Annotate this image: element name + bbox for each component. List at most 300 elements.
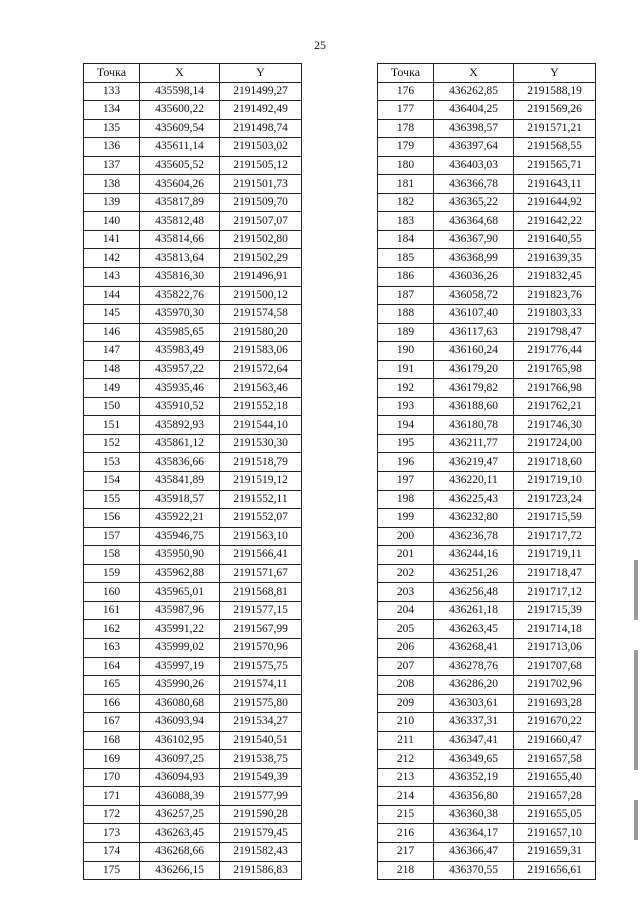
point-cell: 158 bbox=[84, 546, 140, 565]
scan-edge-mark bbox=[634, 650, 638, 770]
table-row bbox=[84, 416, 302, 435]
y-cell: 2191657,10 bbox=[514, 824, 596, 843]
y-cell: 2191655,05 bbox=[514, 805, 596, 824]
point-cell: 143 bbox=[84, 268, 140, 287]
point-cell: 139 bbox=[84, 193, 140, 212]
table-row bbox=[378, 434, 596, 453]
point-cell: 182 bbox=[378, 193, 434, 212]
table-row bbox=[378, 82, 596, 101]
x-cell: 436160,24 bbox=[434, 342, 514, 361]
x-cell: 436102,95 bbox=[140, 731, 220, 750]
y-cell: 2191552,07 bbox=[220, 509, 302, 528]
x-cell: 436232,80 bbox=[434, 509, 514, 528]
x-cell: 436337,31 bbox=[434, 713, 514, 732]
y-cell: 2191540,51 bbox=[220, 731, 302, 750]
table-row bbox=[378, 101, 596, 120]
table-row bbox=[84, 601, 302, 620]
table-row bbox=[378, 527, 596, 546]
point-cell: 199 bbox=[378, 509, 434, 528]
table-row bbox=[84, 175, 302, 194]
y-cell: 2191719,11 bbox=[514, 546, 596, 565]
point-cell: 140 bbox=[84, 212, 140, 231]
x-cell: 435609,54 bbox=[140, 119, 220, 138]
x-cell: 435611,14 bbox=[140, 138, 220, 157]
point-cell: 170 bbox=[84, 768, 140, 787]
table-row bbox=[378, 805, 596, 824]
point-cell: 183 bbox=[378, 212, 434, 231]
point-cell: 163 bbox=[84, 638, 140, 657]
y-cell: 2191657,28 bbox=[514, 787, 596, 806]
point-cell: 211 bbox=[378, 731, 434, 750]
table-row bbox=[378, 713, 596, 732]
point-cell: 215 bbox=[378, 805, 434, 824]
x-cell: 435922,21 bbox=[140, 509, 220, 528]
y-cell: 2191563,46 bbox=[220, 379, 302, 398]
table-row bbox=[84, 638, 302, 657]
point-cell: 146 bbox=[84, 323, 140, 342]
point-cell: 202 bbox=[378, 564, 434, 583]
x-cell: 436352,19 bbox=[434, 768, 514, 787]
y-cell: 2191719,10 bbox=[514, 472, 596, 491]
table-row bbox=[84, 842, 302, 861]
x-cell: 436117,63 bbox=[434, 323, 514, 342]
table-row bbox=[84, 713, 302, 732]
y-cell: 2191579,45 bbox=[220, 824, 302, 843]
table-row bbox=[378, 564, 596, 583]
header-y: Y bbox=[220, 64, 302, 83]
x-cell: 436367,90 bbox=[434, 230, 514, 249]
x-cell: 435861,12 bbox=[140, 434, 220, 453]
table-row bbox=[378, 731, 596, 750]
table-row bbox=[378, 824, 596, 843]
table-row bbox=[378, 472, 596, 491]
table-row bbox=[378, 379, 596, 398]
point-cell: 136 bbox=[84, 138, 140, 157]
point-cell: 168 bbox=[84, 731, 140, 750]
point-cell: 218 bbox=[378, 861, 434, 880]
point-cell: 206 bbox=[378, 638, 434, 657]
y-cell: 2191568,55 bbox=[514, 138, 596, 157]
x-cell: 435962,88 bbox=[140, 564, 220, 583]
header-point: Точка bbox=[84, 64, 140, 83]
point-cell: 196 bbox=[378, 453, 434, 472]
y-cell: 2191570,96 bbox=[220, 638, 302, 657]
y-cell: 2191660,47 bbox=[514, 731, 596, 750]
x-cell: 436262,85 bbox=[434, 82, 514, 101]
table-row bbox=[84, 824, 302, 843]
point-cell: 207 bbox=[378, 657, 434, 676]
x-cell: 436403,03 bbox=[434, 156, 514, 175]
table-row bbox=[378, 490, 596, 509]
y-cell: 2191580,20 bbox=[220, 323, 302, 342]
point-cell: 152 bbox=[84, 434, 140, 453]
table-row bbox=[378, 583, 596, 602]
x-cell: 435918,57 bbox=[140, 490, 220, 509]
point-cell: 214 bbox=[378, 787, 434, 806]
point-cell: 134 bbox=[84, 101, 140, 120]
x-cell: 436360,38 bbox=[434, 805, 514, 824]
coordinates-table-left bbox=[83, 63, 302, 880]
y-cell: 2191507,07 bbox=[220, 212, 302, 231]
table-row bbox=[378, 342, 596, 361]
table-row bbox=[378, 676, 596, 695]
y-cell: 2191713,06 bbox=[514, 638, 596, 657]
x-cell: 436347,41 bbox=[434, 731, 514, 750]
table-row bbox=[378, 453, 596, 472]
point-cell: 154 bbox=[84, 472, 140, 491]
point-cell: 147 bbox=[84, 342, 140, 361]
y-cell: 2191776,44 bbox=[514, 342, 596, 361]
x-cell: 435600,22 bbox=[140, 101, 220, 120]
table-row bbox=[84, 230, 302, 249]
table-row bbox=[378, 230, 596, 249]
y-cell: 2191568,81 bbox=[220, 583, 302, 602]
table-row bbox=[84, 509, 302, 528]
x-cell: 436364,68 bbox=[434, 212, 514, 231]
y-cell: 2191563,10 bbox=[220, 527, 302, 546]
x-cell: 436268,66 bbox=[140, 842, 220, 861]
x-cell: 435991,22 bbox=[140, 620, 220, 639]
point-cell: 177 bbox=[378, 101, 434, 120]
y-cell: 2191643,11 bbox=[514, 175, 596, 194]
x-cell: 436365,22 bbox=[434, 193, 514, 212]
point-cell: 151 bbox=[84, 416, 140, 435]
table-row bbox=[84, 305, 302, 324]
point-cell: 188 bbox=[378, 305, 434, 324]
table-row bbox=[378, 175, 596, 194]
table-row bbox=[378, 323, 596, 342]
table-row bbox=[84, 453, 302, 472]
y-cell: 2191544,10 bbox=[220, 416, 302, 435]
table-row bbox=[84, 583, 302, 602]
table-row bbox=[378, 750, 596, 769]
point-cell: 160 bbox=[84, 583, 140, 602]
table-row bbox=[84, 472, 302, 491]
y-cell: 2191505,12 bbox=[220, 156, 302, 175]
y-cell: 2191723,24 bbox=[514, 490, 596, 509]
point-cell: 191 bbox=[378, 360, 434, 379]
x-cell: 436366,47 bbox=[434, 842, 514, 861]
point-cell: 187 bbox=[378, 286, 434, 305]
y-cell: 2191574,11 bbox=[220, 676, 302, 695]
table-row bbox=[378, 193, 596, 212]
table-row bbox=[378, 601, 596, 620]
y-cell: 2191574,58 bbox=[220, 305, 302, 324]
x-cell: 436286,20 bbox=[434, 676, 514, 695]
point-cell: 209 bbox=[378, 694, 434, 713]
y-cell: 2191707,68 bbox=[514, 657, 596, 676]
table-row bbox=[84, 360, 302, 379]
y-cell: 2191588,19 bbox=[514, 82, 596, 101]
point-cell: 156 bbox=[84, 509, 140, 528]
y-cell: 2191518,79 bbox=[220, 453, 302, 472]
x-cell: 435983,49 bbox=[140, 342, 220, 361]
table-row bbox=[84, 82, 302, 101]
y-cell: 2191552,11 bbox=[220, 490, 302, 509]
point-cell: 194 bbox=[378, 416, 434, 435]
table-row bbox=[84, 805, 302, 824]
table-row bbox=[378, 620, 596, 639]
x-cell: 436368,99 bbox=[434, 249, 514, 268]
point-cell: 135 bbox=[84, 119, 140, 138]
y-cell: 2191552,18 bbox=[220, 397, 302, 416]
table-row bbox=[84, 193, 302, 212]
point-cell: 157 bbox=[84, 527, 140, 546]
y-cell: 2191762,21 bbox=[514, 397, 596, 416]
table-row bbox=[378, 509, 596, 528]
y-cell: 2191575,80 bbox=[220, 694, 302, 713]
header-x: X bbox=[434, 64, 514, 83]
x-cell: 436303,61 bbox=[434, 694, 514, 713]
table-row bbox=[84, 342, 302, 361]
table-row bbox=[378, 861, 596, 880]
y-cell: 2191496,91 bbox=[220, 268, 302, 287]
x-cell: 435814,66 bbox=[140, 230, 220, 249]
point-cell: 167 bbox=[84, 713, 140, 732]
x-cell: 436268,41 bbox=[434, 638, 514, 657]
x-cell: 436088,39 bbox=[140, 787, 220, 806]
header-y: Y bbox=[514, 64, 596, 83]
y-cell: 2191715,39 bbox=[514, 601, 596, 620]
y-cell: 2191566,41 bbox=[220, 546, 302, 565]
x-cell: 436097,25 bbox=[140, 750, 220, 769]
x-cell: 435892,93 bbox=[140, 416, 220, 435]
y-cell: 2191765,98 bbox=[514, 360, 596, 379]
x-cell: 436211,77 bbox=[434, 434, 514, 453]
point-cell: 184 bbox=[378, 230, 434, 249]
table-row bbox=[378, 694, 596, 713]
y-cell: 2191503,02 bbox=[220, 138, 302, 157]
x-cell: 436179,20 bbox=[434, 360, 514, 379]
table-row bbox=[378, 842, 596, 861]
y-cell: 2191502,29 bbox=[220, 249, 302, 268]
point-cell: 179 bbox=[378, 138, 434, 157]
x-cell: 436058,72 bbox=[434, 286, 514, 305]
page-number: 25 bbox=[314, 38, 326, 52]
point-cell: 195 bbox=[378, 434, 434, 453]
point-cell: 145 bbox=[84, 305, 140, 324]
point-cell: 210 bbox=[378, 713, 434, 732]
x-cell: 435816,30 bbox=[140, 268, 220, 287]
y-cell: 2191571,67 bbox=[220, 564, 302, 583]
x-cell: 436263,45 bbox=[140, 824, 220, 843]
table-row bbox=[84, 212, 302, 231]
y-cell: 2191718,47 bbox=[514, 564, 596, 583]
y-cell: 2191656,61 bbox=[514, 861, 596, 880]
table-row bbox=[84, 527, 302, 546]
y-cell: 2191499,27 bbox=[220, 82, 302, 101]
x-cell: 435935,46 bbox=[140, 379, 220, 398]
scan-edge-mark bbox=[634, 560, 638, 620]
table-row bbox=[378, 638, 596, 657]
y-cell: 2191670,22 bbox=[514, 713, 596, 732]
point-cell: 178 bbox=[378, 119, 434, 138]
point-cell: 159 bbox=[84, 564, 140, 583]
table-header-row bbox=[84, 64, 302, 83]
table-row bbox=[84, 119, 302, 138]
x-cell: 435985,65 bbox=[140, 323, 220, 342]
table-row bbox=[84, 397, 302, 416]
point-cell: 198 bbox=[378, 490, 434, 509]
table-row bbox=[378, 657, 596, 676]
table-row bbox=[84, 490, 302, 509]
y-cell: 2191798,47 bbox=[514, 323, 596, 342]
point-cell: 137 bbox=[84, 156, 140, 175]
y-cell: 2191717,12 bbox=[514, 583, 596, 602]
point-cell: 141 bbox=[84, 230, 140, 249]
point-cell: 142 bbox=[84, 249, 140, 268]
x-cell: 436398,57 bbox=[434, 119, 514, 138]
x-cell: 435817,89 bbox=[140, 193, 220, 212]
y-cell: 2191501,73 bbox=[220, 175, 302, 194]
table-row bbox=[378, 305, 596, 324]
x-cell: 436036,26 bbox=[434, 268, 514, 287]
point-cell: 190 bbox=[378, 342, 434, 361]
x-cell: 436349,65 bbox=[434, 750, 514, 769]
x-cell: 436188,60 bbox=[434, 397, 514, 416]
y-cell: 2191577,15 bbox=[220, 601, 302, 620]
y-cell: 2191502,80 bbox=[220, 230, 302, 249]
table-row bbox=[84, 546, 302, 565]
x-cell: 436094,93 bbox=[140, 768, 220, 787]
point-cell: 164 bbox=[84, 657, 140, 676]
point-cell: 173 bbox=[84, 824, 140, 843]
y-cell: 2191567,99 bbox=[220, 620, 302, 639]
point-cell: 161 bbox=[84, 601, 140, 620]
y-cell: 2191586,83 bbox=[220, 861, 302, 880]
y-cell: 2191572,64 bbox=[220, 360, 302, 379]
x-cell: 435822,76 bbox=[140, 286, 220, 305]
table-row bbox=[378, 249, 596, 268]
x-cell: 436261,18 bbox=[434, 601, 514, 620]
y-cell: 2191565,71 bbox=[514, 156, 596, 175]
y-cell: 2191582,43 bbox=[220, 842, 302, 861]
point-cell: 166 bbox=[84, 694, 140, 713]
point-cell: 204 bbox=[378, 601, 434, 620]
x-cell: 436236,78 bbox=[434, 527, 514, 546]
x-cell: 436225,43 bbox=[434, 490, 514, 509]
table-row bbox=[84, 787, 302, 806]
x-cell: 435999,02 bbox=[140, 638, 220, 657]
table-row bbox=[378, 268, 596, 287]
y-cell: 2191803,33 bbox=[514, 305, 596, 324]
y-cell: 2191693,28 bbox=[514, 694, 596, 713]
point-cell: 197 bbox=[378, 472, 434, 491]
x-cell: 435946,75 bbox=[140, 527, 220, 546]
y-cell: 2191571,21 bbox=[514, 119, 596, 138]
point-cell: 138 bbox=[84, 175, 140, 194]
point-cell: 155 bbox=[84, 490, 140, 509]
x-cell: 435813,64 bbox=[140, 249, 220, 268]
y-cell: 2191724,00 bbox=[514, 434, 596, 453]
point-cell: 201 bbox=[378, 546, 434, 565]
scan-edge-mark bbox=[634, 800, 638, 840]
x-cell: 435812,48 bbox=[140, 212, 220, 231]
table-row bbox=[84, 564, 302, 583]
point-cell: 217 bbox=[378, 842, 434, 861]
y-cell: 2191702,96 bbox=[514, 676, 596, 695]
table-row bbox=[84, 694, 302, 713]
table-row bbox=[378, 546, 596, 565]
table-row bbox=[84, 750, 302, 769]
y-cell: 2191766,98 bbox=[514, 379, 596, 398]
x-cell: 435965,01 bbox=[140, 583, 220, 602]
x-cell: 436219,47 bbox=[434, 453, 514, 472]
point-cell: 150 bbox=[84, 397, 140, 416]
table-row bbox=[378, 156, 596, 175]
table-row bbox=[378, 119, 596, 138]
point-cell: 205 bbox=[378, 620, 434, 639]
table-row bbox=[84, 286, 302, 305]
point-cell: 171 bbox=[84, 787, 140, 806]
table-row bbox=[378, 212, 596, 231]
x-cell: 435910,52 bbox=[140, 397, 220, 416]
x-cell: 435841,89 bbox=[140, 472, 220, 491]
table-row bbox=[84, 323, 302, 342]
y-cell: 2191549,39 bbox=[220, 768, 302, 787]
table-row bbox=[84, 156, 302, 175]
point-cell: 208 bbox=[378, 676, 434, 695]
table-row bbox=[378, 768, 596, 787]
x-cell: 436263,45 bbox=[434, 620, 514, 639]
point-cell: 169 bbox=[84, 750, 140, 769]
table-row bbox=[378, 787, 596, 806]
point-cell: 186 bbox=[378, 268, 434, 287]
y-cell: 2191583,06 bbox=[220, 342, 302, 361]
header-point: Точка bbox=[378, 64, 434, 83]
point-cell: 200 bbox=[378, 527, 434, 546]
x-cell: 436266,15 bbox=[140, 861, 220, 880]
y-cell: 2191657,58 bbox=[514, 750, 596, 769]
point-cell: 181 bbox=[378, 175, 434, 194]
point-cell: 216 bbox=[378, 824, 434, 843]
y-cell: 2191590,28 bbox=[220, 805, 302, 824]
y-cell: 2191715,59 bbox=[514, 509, 596, 528]
x-cell: 436180,78 bbox=[434, 416, 514, 435]
y-cell: 2191569,26 bbox=[514, 101, 596, 120]
header-x: X bbox=[140, 64, 220, 83]
table-row bbox=[84, 138, 302, 157]
point-cell: 144 bbox=[84, 286, 140, 305]
x-cell: 435604,26 bbox=[140, 175, 220, 194]
y-cell: 2191823,76 bbox=[514, 286, 596, 305]
y-cell: 2191659,31 bbox=[514, 842, 596, 861]
point-cell: 193 bbox=[378, 397, 434, 416]
point-cell: 175 bbox=[84, 861, 140, 880]
y-cell: 2191492,49 bbox=[220, 101, 302, 120]
table-row bbox=[84, 620, 302, 639]
x-cell: 436179,82 bbox=[434, 379, 514, 398]
x-cell: 435836,66 bbox=[140, 453, 220, 472]
table-row bbox=[84, 861, 302, 880]
table-row bbox=[378, 397, 596, 416]
table-row bbox=[84, 249, 302, 268]
point-cell: 189 bbox=[378, 323, 434, 342]
x-cell: 436370,55 bbox=[434, 861, 514, 880]
table-row bbox=[84, 268, 302, 287]
x-cell: 436257,25 bbox=[140, 805, 220, 824]
y-cell: 2191640,55 bbox=[514, 230, 596, 249]
x-cell: 436364,17 bbox=[434, 824, 514, 843]
point-cell: 153 bbox=[84, 453, 140, 472]
x-cell: 435605,52 bbox=[140, 156, 220, 175]
y-cell: 2191832,45 bbox=[514, 268, 596, 287]
y-cell: 2191509,70 bbox=[220, 193, 302, 212]
point-cell: 149 bbox=[84, 379, 140, 398]
x-cell: 436404,25 bbox=[434, 101, 514, 120]
point-cell: 133 bbox=[84, 82, 140, 101]
x-cell: 435598,14 bbox=[140, 82, 220, 101]
